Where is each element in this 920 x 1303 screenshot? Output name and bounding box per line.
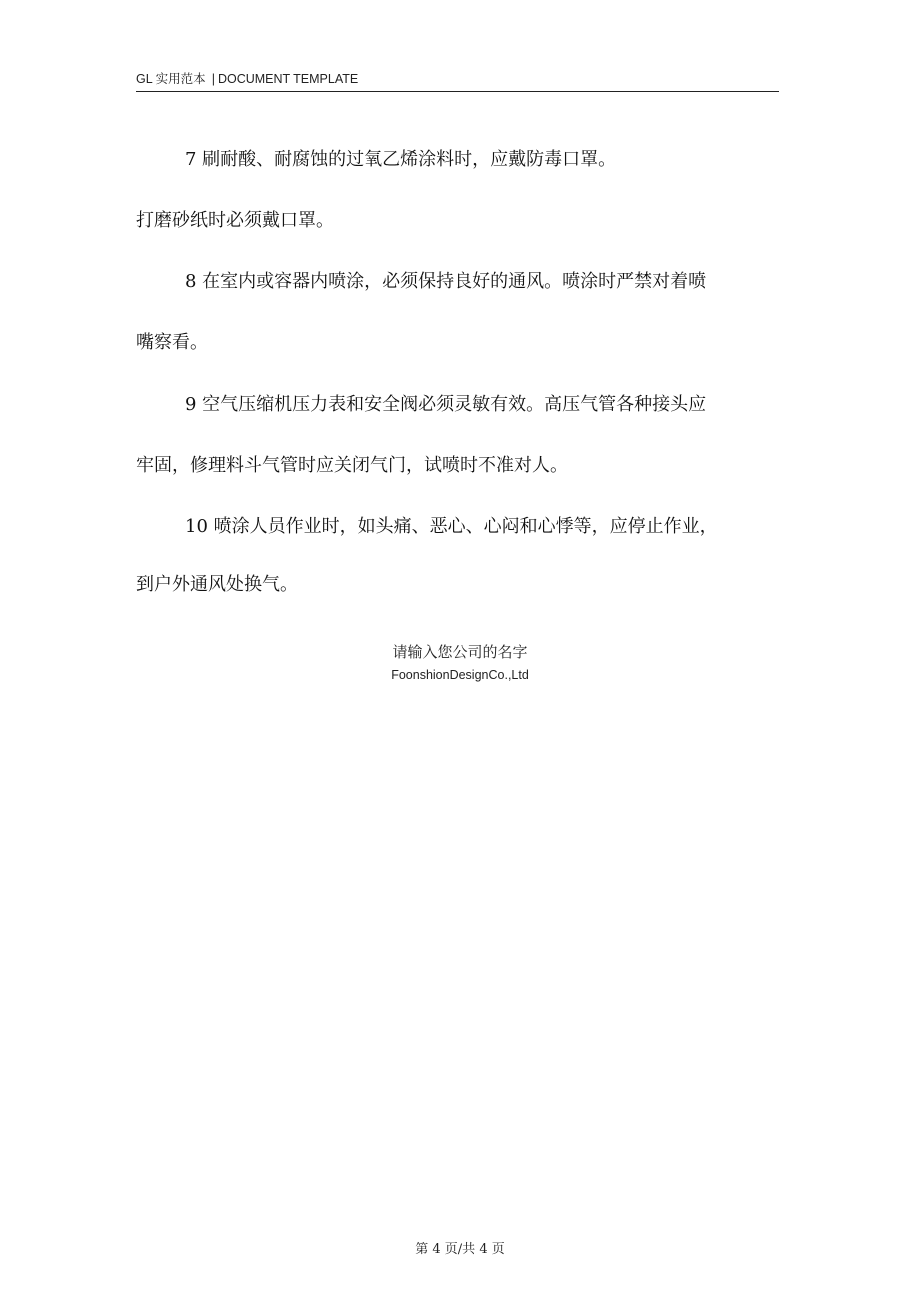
page-number: 第 4 页/共 4 页 bbox=[415, 1242, 505, 1257]
paragraph-9-line-1: 9 空气压缩机压力表和安全阀必须灵敏有效。高压气管各种接头应 bbox=[185, 394, 707, 415]
paragraph-10-line-2: 到户外通风处换气。 bbox=[136, 574, 298, 595]
paragraph-10-line-1: 10 喷涂人员作业时，如头痛、恶心、心闷和心悸等，应停止作业， bbox=[185, 516, 718, 537]
header-brand: GL 实用范本 bbox=[136, 72, 206, 86]
paragraph-8-line-1: 8 在室内或容器内喷涂，必须保持良好的通风。喷涂时严禁对着喷 bbox=[185, 271, 707, 292]
paragraph-9-line-2: 牢固，修理料斗气管时应关闭气门，试喷时不准对人。 bbox=[136, 455, 568, 476]
company-name-en: FoonshionDesignCo.,Ltd bbox=[391, 668, 529, 682]
page-header bbox=[136, 70, 779, 92]
header-title: DOCUMENT TEMPLATE bbox=[217, 72, 359, 86]
paragraph-7-line-1: 7 刷耐酸、耐腐蚀的过氧乙烯涂料时，应戴防毒口罩。 bbox=[185, 149, 617, 170]
header-separator: | bbox=[211, 72, 215, 86]
company-name-cn: 请输入您公司的名字 bbox=[392, 643, 528, 661]
paragraph-7-line-2: 打磨砂纸时必须戴口罩。 bbox=[136, 210, 334, 231]
paragraph-8-line-2: 嘴察看。 bbox=[136, 332, 208, 353]
